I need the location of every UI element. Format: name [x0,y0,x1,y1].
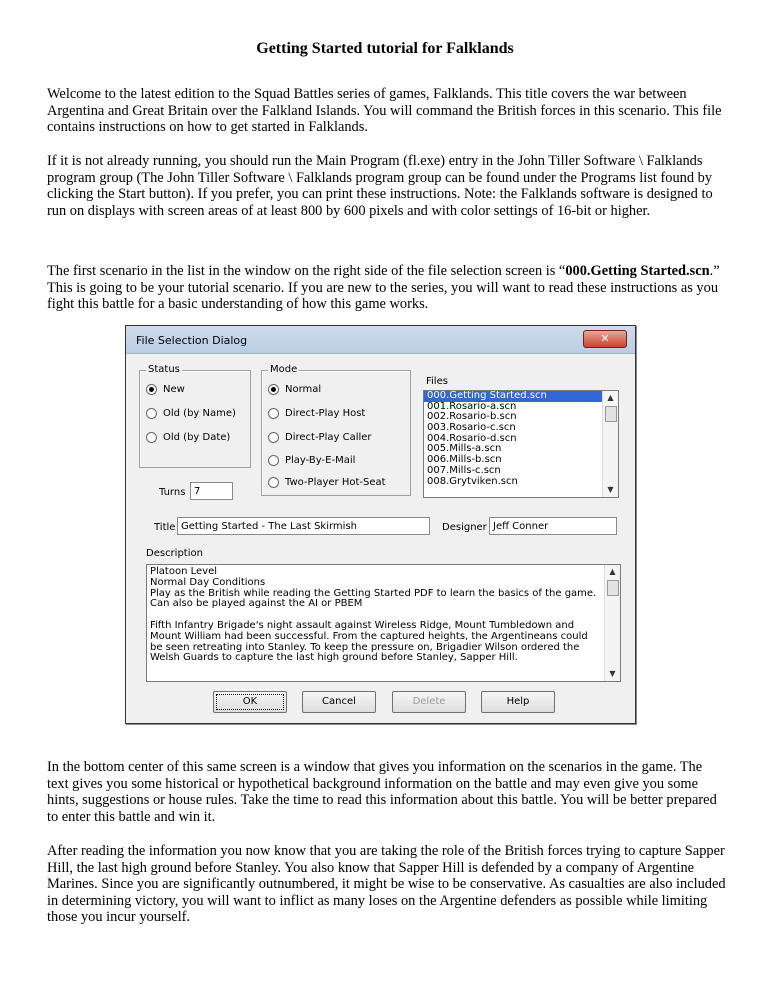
radio-indicator [268,408,279,419]
description-text [150,567,600,664]
p3-text-a: The first scenario in the list in the window on the right side of the file selection screen is “ [47,263,566,279]
paragraph-welcome: Welcome to the latest edition to the Squad Battles series of games, Falklands. This title covers the war between Argentina and Great Britain over the Falkland Islands. You will command the British forces in this scenario. This file contains instructions on how to get started in Falklands. [47,86,722,136]
title-label: Title [154,522,176,533]
radio-indicator [146,384,157,395]
status-radio-old-by-date[interactable] [146,432,230,443]
list-item[interactable]: 008.Grytviken.scn [427,475,518,487]
mode-radio-direct-play-host[interactable] [268,408,365,419]
radio-label: Direct-Play Caller [285,432,372,443]
description-line: Play as the British while reading the Getting Started PDF to learn the basics of the game. Can also be played against the AI or PBEM [150,587,597,610]
radio-label: Two-Player Hot-Seat [285,477,386,488]
description-textarea[interactable] [146,564,621,682]
help-button[interactable]: Help [481,691,555,713]
dialog-titlebar[interactable] [126,326,635,354]
title-input[interactable]: Getting Started - The Last Skirmish [177,517,430,535]
radio-label: Play-By-E-Mail [285,455,356,466]
list-item[interactable]: 000.Getting Started.scn [424,391,618,402]
close-button[interactable] [583,330,627,348]
list-item[interactable]: 007.Mills-c.scn [427,464,501,476]
p3-bold-filename: 000.Getting Started.scn [565,263,710,279]
files-label: Files [426,376,448,387]
description-line: Fifth Infantry Brigade's night assault against Wireless Ridge, Mount Tumbledown and Mount William had been successful. From the captured heights, the Argentineans could be seen retreating into Stanley. To keep the pressure on, Brigadier Wilson ordered the Welsh Guards to capture the last high ground before Stanley, Sapper Hill. [150,619,588,664]
list-item[interactable]: 001.Rosario-a.scn [427,400,517,412]
radio-indicator [146,408,157,419]
radio-indicator [268,384,279,395]
radio-indicator [268,432,279,443]
radio-indicator [146,432,157,443]
list-item[interactable]: 005.Mills-a.scn [427,443,502,455]
radio-label: Old (by Name) [163,408,236,419]
delete-button[interactable]: Delete [392,691,466,713]
files-scrollbar[interactable] [602,391,618,497]
paragraph-first-scenario [47,263,727,313]
mode-radio-normal[interactable] [268,384,321,395]
scroll-up-icon[interactable]: ▲ [607,393,614,402]
file-selection-dialog [125,325,636,724]
description-line: Normal Day Conditions [150,576,266,588]
description-line: Platoon Level [150,566,218,577]
radio-label: Old (by Date) [163,432,231,443]
turns-label: Turns [159,487,186,498]
description-label: Description [146,548,203,559]
mode-radio-direct-play-caller[interactable] [268,432,372,443]
p3-text-b: .” This is going to be your tutorial scenario. If you are new to the series, you will want to read these instructions as you fight this battle for a basic understanding of how this game works. [47,263,720,313]
scroll-up-icon[interactable]: ▲ [609,567,616,576]
mode-group [261,364,411,496]
designer-input[interactable]: Jeff Conner [489,517,617,535]
ok-button[interactable]: OK [213,691,287,713]
designer-label: Designer [442,522,487,533]
status-group [139,364,251,468]
files-list[interactable] [423,390,619,498]
mode-radio-two-player-hot-seat[interactable] [268,477,386,488]
scroll-thumb[interactable] [605,406,617,422]
list-item[interactable]: 002.Rosario-b.scn [427,411,517,423]
paragraph-running: If it is not already running, you should run the Main Program (fl.exe) entry in the John Tiller Software \ Falklands program group (The John Tiller Software \ Falklands program group can be found under the Programs list found by clicking the Start button). If you prefer, you can print these instructions. Note: the Falklands software is designed to run on displays with screen areas of at least 800 by 600 pixels and with color settings of 16-bit or higher. [47,153,713,219]
list-item[interactable]: 006.Mills-b.scn [427,454,502,466]
close-icon: ✕ [600,332,610,345]
paragraph-description-window: In the bottom center of this same screen is a window that gives you information on the scenarios in the game. The text gives you some historical or hypothetical background information on the battle and may even give you some hints, suggestions or house rules. Take the time to read this information about this battle. You will be better prepared to enter this battle and win it. [47,759,717,825]
list-item[interactable]: 004.Rosario-d.scn [427,432,517,444]
scroll-down-icon[interactable]: ▼ [609,669,616,678]
dialog-title: File Selection Dialog [136,334,248,347]
mode-group-label: Mode [270,364,298,375]
radio-indicator [268,455,279,466]
status-group-label: Status [148,364,180,375]
scroll-thumb[interactable] [607,580,619,596]
scroll-down-icon[interactable]: ▼ [607,485,614,494]
description-scrollbar[interactable] [604,565,620,681]
radio-indicator [268,477,279,488]
list-item[interactable]: 003.Rosario-c.scn [427,422,516,434]
turns-input[interactable]: 7 [190,482,233,500]
radio-label: Direct-Play Host [285,408,366,419]
status-radio-old-by-name[interactable] [146,408,236,419]
paragraph-sapper-hill: After reading the information you now know that you are taking the role of the British forces trying to capture Sapper Hill, the last high ground before Stanley. You also know that Sapper Hill is defended by a company of Argentine Marines. Since you are significantly outnumbered, it might be wise to be conservative. As casualties are also included in determining victory, you will want to inflict as many loses on the Argentine defenders as possible while limiting those you incur yourself. [47,843,726,926]
radio-label: Normal [285,384,322,395]
status-radio-new[interactable] [146,384,185,395]
mode-radio-play-by-email[interactable] [268,455,355,466]
radio-label: New [163,384,185,395]
document-title: Getting Started tutorial for Falklands [256,40,514,57]
cancel-button[interactable]: Cancel [302,691,376,713]
